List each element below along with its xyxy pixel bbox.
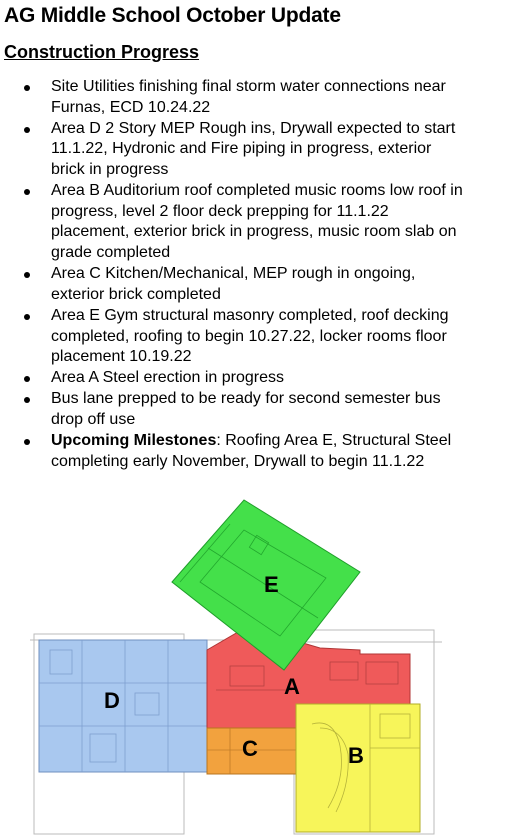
bullet-item: Area C Kitchen/Mechanical, MEP rough in ongoing, exterior brick completed	[20, 264, 510, 305]
bullet-dot-icon	[24, 127, 30, 133]
bullet-dot-icon	[24, 272, 30, 278]
bullet-item: Bus lane prepped to be ready for second semester bus drop off use	[20, 389, 510, 430]
bullet-dot-icon	[24, 189, 30, 195]
area-d	[39, 640, 207, 772]
bullet-dot-icon	[24, 376, 30, 382]
area-c-label: C	[242, 736, 258, 761]
bullet-item: Area D 2 Story MEP Rough ins, Drywall expected to start 11.1.22, Hydronic and Fire piping in progress, exterior brick in progress	[20, 119, 510, 181]
area-d-label: D	[104, 688, 120, 713]
area-e-label: E	[264, 572, 279, 597]
section-heading: Construction Progress	[4, 42, 200, 62]
site-plan	[30, 478, 514, 837]
bullet-dot-icon	[24, 314, 30, 320]
bullet-dot-icon	[24, 439, 30, 445]
area-b-label: B	[348, 743, 364, 768]
progress-bullet-list	[20, 77, 510, 473]
bullet-item: Area E Gym structural masonry completed, roof decking completed, roofing to begin 10.27.22, locker rooms floor placement 10.19.22	[20, 306, 510, 368]
area-a-label: A	[284, 674, 300, 699]
bullet-item: Area A Steel erection in progress	[20, 368, 510, 389]
bullet-item: Upcoming Milestones: Roofing Area E, Structural Steel completing early November, Drywall to begin 11.1.22	[20, 431, 510, 472]
document-title: AG Middle School October Update	[4, 4, 341, 27]
bullet-dot-icon	[24, 85, 30, 91]
bullet-item: Area B Auditorium roof completed music rooms low roof in progress, level 2 floor deck prepping for 11.1.22 placement, exterior brick in progress, music room slab on grade completed	[20, 181, 510, 263]
bullet-dot-icon	[24, 397, 30, 403]
bullet-item: Site Utilities finishing final storm water connections near Furnas, ECD 10.24.22	[20, 77, 510, 118]
area-b	[296, 704, 420, 832]
